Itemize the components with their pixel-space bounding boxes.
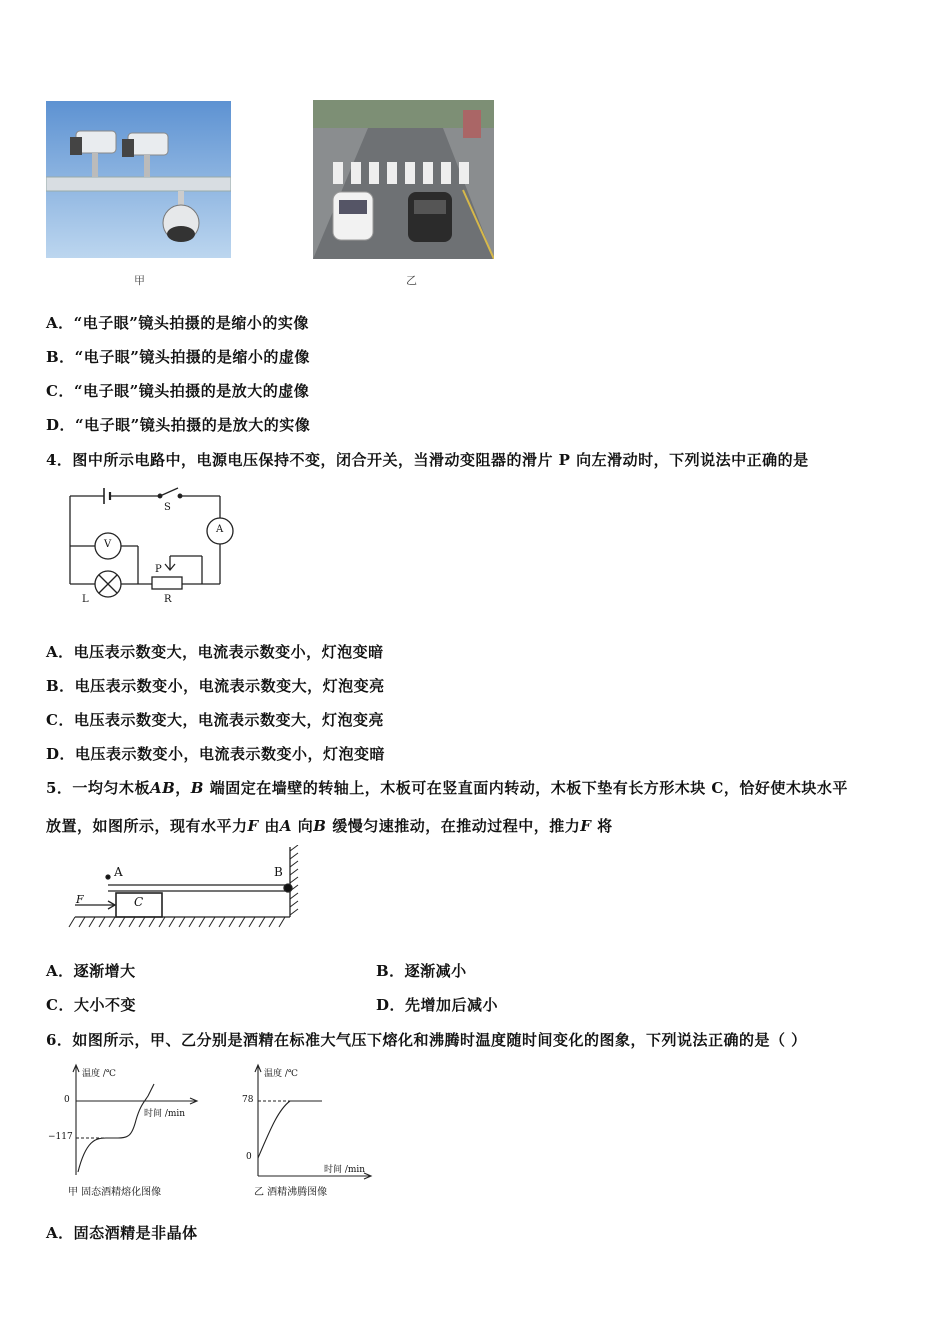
- camera-photo: [46, 101, 231, 258]
- melting-tick-zero: 0: [64, 1095, 70, 1105]
- photo-caption-right: 乙: [406, 274, 417, 287]
- label-b: B: [274, 865, 283, 879]
- q4-option-a: A．电压表示数变大，电流表示数变小，灯泡变暗: [46, 643, 384, 661]
- label-switch: S: [164, 502, 171, 513]
- label-ammeter: A: [216, 524, 224, 535]
- q4-option-d: D．电压表示数变小，电流表示数变小，灯泡变暗: [46, 745, 386, 763]
- label-c: C: [134, 895, 144, 909]
- label-f: F: [76, 893, 84, 906]
- q5-option-c: C．大小不变: [46, 996, 136, 1014]
- q5-option-d: D．先增加后减小: [376, 996, 499, 1014]
- melting-ylabel: 温度 /℃: [82, 1069, 116, 1079]
- q3-option-a: A．“电子眼”镜头拍摄的是缩小的实像: [46, 314, 309, 332]
- boiling-caption: 乙 酒精沸腾图像: [254, 1187, 328, 1198]
- boiling-ylabel: 温度 /℃: [264, 1069, 298, 1079]
- q4-option-c: C．电压表示数变大，电流表示数变大，灯泡变亮: [46, 711, 384, 729]
- melting-xlabel: 时间 /min: [144, 1109, 186, 1119]
- traffic-photo: [313, 100, 494, 259]
- label-rheostat: R: [164, 594, 172, 605]
- q4-stem: 4．图中所示电路中，电源电压保持不变，闭合开关，当滑动变阻器的滑片 P 向左滑动时，下列说法中正确的是: [46, 451, 809, 469]
- q5-stem-line1: 5．一均匀木板AB，B 端固定在墙壁的转轴上，木板可在竖直面内转动，木板下垫有长方形木块 C，恰好使木块水平: [46, 779, 848, 797]
- photo-caption-left: 甲: [134, 274, 145, 287]
- q5-stem-line2: 放置，如图所示，现有水平力F 由A 向B 缓慢匀速推动，在推动过程中，推力F 将: [46, 817, 613, 835]
- melting-tick-low: −117: [48, 1132, 73, 1142]
- board-diagram: [60, 845, 310, 935]
- q5-option-a: A．逐渐增大: [46, 962, 136, 980]
- label-a: A: [114, 865, 123, 879]
- label-lamp: L: [82, 594, 89, 605]
- q3-option-c: C．“电子眼”镜头拍摄的是放大的虚像: [46, 382, 310, 400]
- boiling-xlabel: 时间 /min: [324, 1165, 366, 1175]
- q3-option-d: D．“电子眼”镜头拍摄的是放大的实像: [46, 416, 311, 434]
- melting-caption: 甲 固态酒精熔化图像: [68, 1187, 162, 1198]
- boiling-graph: [230, 1060, 380, 1205]
- boiling-tick-78: 78: [242, 1095, 254, 1105]
- q6-option-a: A．固态酒精是非晶体: [46, 1224, 198, 1242]
- q5-option-b: B．逐渐减小: [376, 962, 467, 980]
- label-slider: P: [155, 564, 162, 575]
- label-voltmeter: V: [104, 539, 112, 550]
- circuit-diagram: [60, 484, 250, 614]
- q6-stem: 6．如图所示，甲、乙分别是酒精在标准大气压下熔化和沸腾时温度随时间变化的图象，下列说法正确的是（ ）: [46, 1031, 807, 1049]
- boiling-tick-zero: 0: [246, 1152, 252, 1162]
- q4-option-b: B．电压表示数变小，电流表示数变大，灯泡变亮: [46, 677, 385, 695]
- melting-graph: [46, 1060, 226, 1205]
- q3-option-b: B．“电子眼”镜头拍摄的是缩小的虚像: [46, 348, 310, 366]
